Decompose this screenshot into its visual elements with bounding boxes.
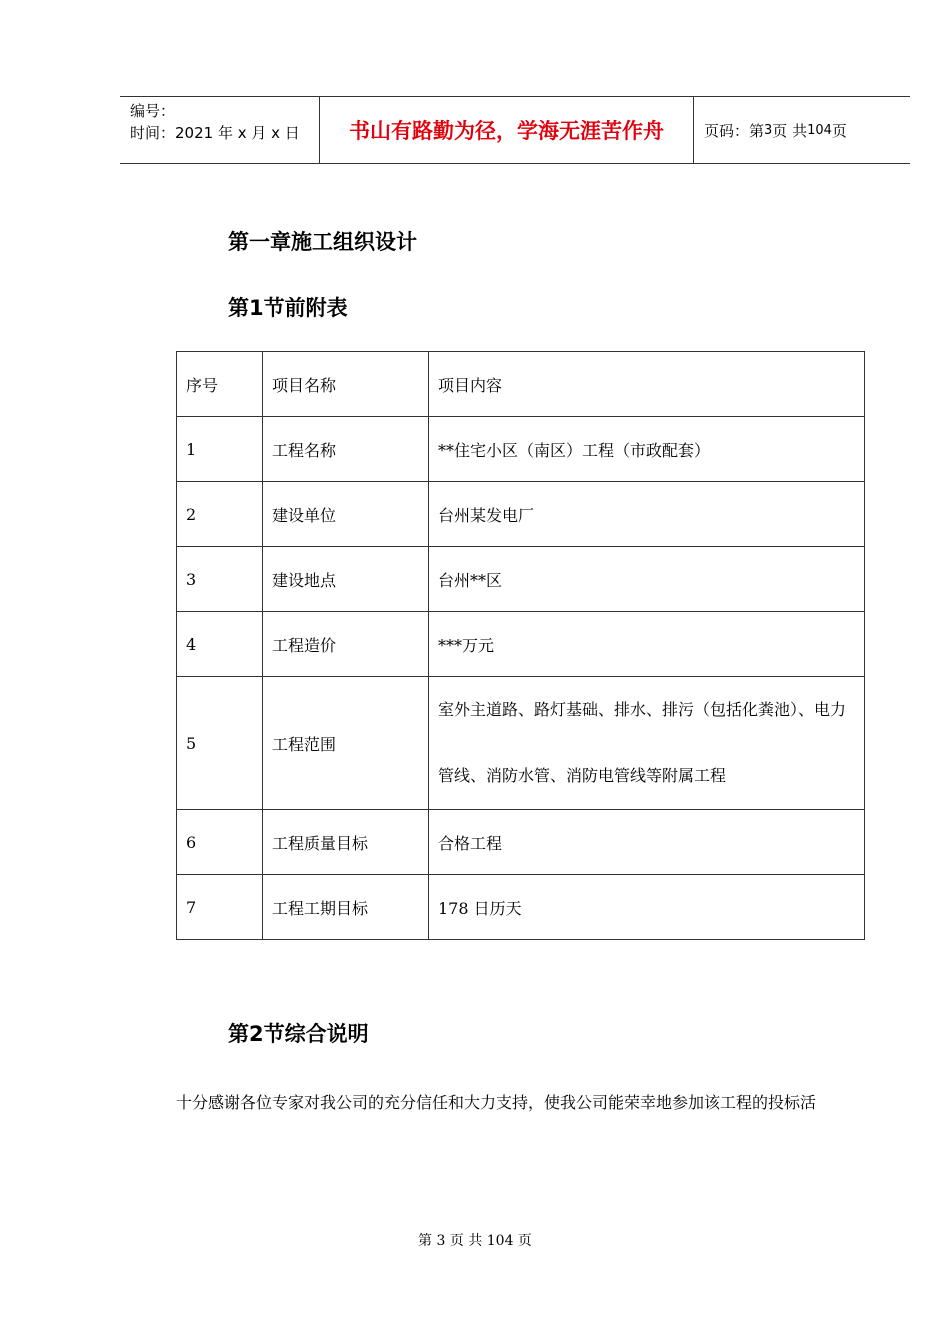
header-cell-no: 序号 (177, 352, 263, 417)
page-total: 104 (807, 122, 832, 138)
cell-name: 建设地点 (263, 547, 429, 612)
table-row (177, 417, 865, 482)
cell-no: 6 (177, 810, 263, 875)
body-paragraph: 十分感谢各位专家对我公司的充分信任和大力支持，使我公司能荣幸地参加该工程的投标活 (176, 1093, 817, 1112)
page-footer: 第 3 页 共 104 页 (418, 1233, 532, 1249)
section1-title: 第1节前附表 (228, 296, 348, 320)
cell-content: 台州**区 (429, 547, 865, 612)
cell-name: 工程工期目标 (263, 875, 429, 940)
header-cell-name: 项目名称 (263, 352, 429, 417)
cell-name: 工程质量目标 (263, 810, 429, 875)
cell-content: 178 日历天 (429, 875, 865, 940)
project-info-table (176, 351, 865, 940)
page-prefix: 页码：第 (704, 121, 765, 140)
table-row (177, 482, 865, 547)
section2-title: 第2节综合说明 (228, 1022, 369, 1046)
page-number: 3 (764, 122, 773, 138)
cell-no: 4 (177, 612, 263, 677)
table-row (177, 875, 865, 940)
cell-content: 室外主道路、路灯基础、排水、排污（包括化粪池）、电力管线、消防水管、消防电管线等附属工程 (429, 677, 865, 810)
time-label: 时间：2021 年 x 月 x 日 (130, 124, 300, 142)
number-label: 编号： (130, 102, 176, 120)
cell-no: 2 (177, 482, 263, 547)
cell-content: 合格工程 (429, 810, 865, 875)
cell-content: ***万元 (429, 612, 865, 677)
cell-no: 1 (177, 417, 263, 482)
cell-name: 工程范围 (263, 677, 429, 810)
cell-no: 3 (177, 547, 263, 612)
cell-name: 工程名称 (263, 417, 429, 482)
cell-no: 7 (177, 875, 263, 940)
page-mid: 页 共 (772, 121, 808, 140)
table-row (177, 612, 865, 677)
table-row (177, 810, 865, 875)
page-suffix: 页 (831, 121, 847, 140)
cell-content: 台州某发电厂 (429, 482, 865, 547)
cell-content: **住宅小区（南区）工程（市政配套） (429, 417, 865, 482)
table-row (177, 677, 865, 810)
cell-name: 工程造价 (263, 612, 429, 677)
page-header (120, 96, 910, 164)
header-meta (120, 97, 320, 163)
header-motto: 书山有路勤为径，学海无涯苦作舟 (320, 97, 694, 163)
chapter-title: 第一章施工组织设计 (228, 230, 417, 254)
cell-no: 5 (177, 677, 263, 810)
header-page-info (694, 97, 910, 163)
table-row (177, 547, 865, 612)
header-cell-content: 项目内容 (429, 352, 865, 417)
cell-name: 建设单位 (263, 482, 429, 547)
table-header-row (177, 352, 865, 417)
